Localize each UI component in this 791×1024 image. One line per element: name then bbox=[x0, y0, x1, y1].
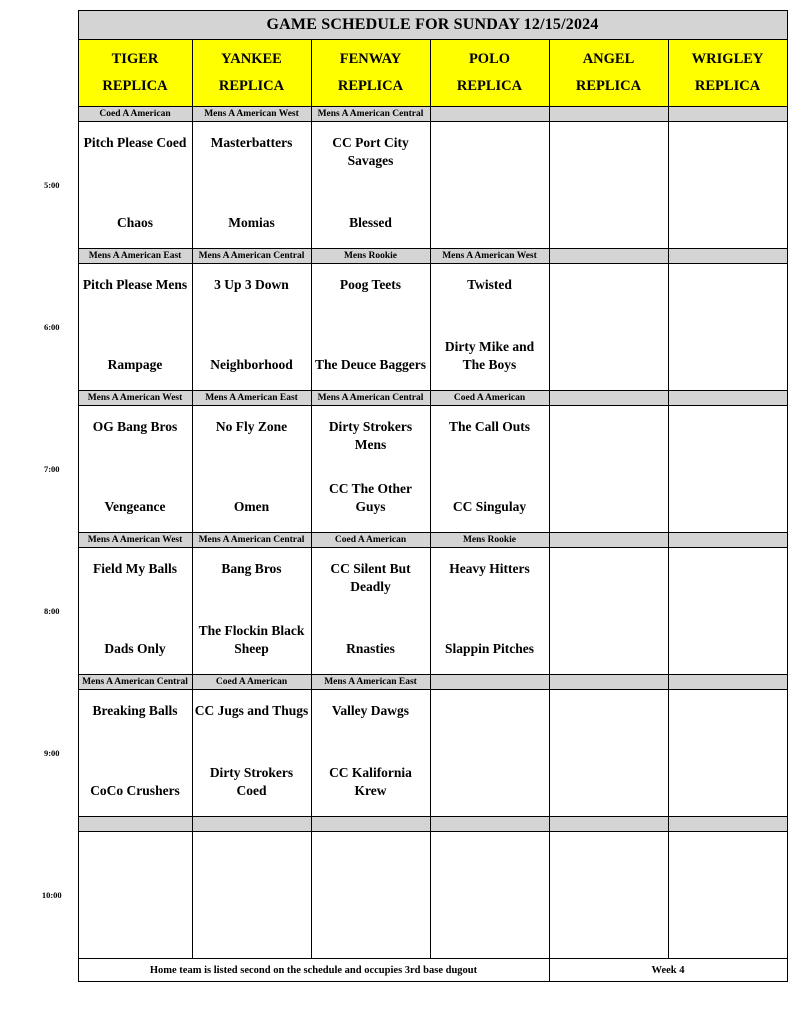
game-inner bbox=[550, 264, 668, 390]
division-band-row bbox=[26, 107, 787, 122]
division-label bbox=[192, 817, 311, 832]
away-team: Bang Bros bbox=[221, 561, 282, 576]
time-gutter-spacer bbox=[26, 959, 78, 982]
footer-week: Week 4 bbox=[549, 959, 787, 982]
home-team: Slappin Pitches bbox=[445, 640, 534, 656]
game-cell[interactable] bbox=[78, 122, 192, 249]
field-header-row bbox=[26, 40, 787, 107]
game-inner bbox=[312, 406, 430, 532]
home-team: The Deuce Baggers bbox=[315, 356, 426, 372]
division-label: Mens A American Central bbox=[192, 533, 311, 548]
game-cell[interactable] bbox=[192, 406, 311, 533]
game-inner bbox=[550, 548, 668, 674]
game-inner bbox=[669, 548, 787, 674]
away-team: Breaking Balls bbox=[92, 703, 178, 718]
game-cell[interactable] bbox=[668, 690, 787, 817]
field-header-2 bbox=[192, 40, 311, 107]
division-label bbox=[311, 817, 430, 832]
division-label bbox=[668, 817, 787, 832]
division-label: Mens A American East bbox=[78, 249, 192, 264]
game-inner bbox=[193, 832, 311, 958]
game-cell[interactable] bbox=[549, 548, 668, 675]
field-header-1 bbox=[78, 40, 192, 107]
time-label: 10:00 bbox=[41, 890, 62, 900]
game-inner bbox=[550, 122, 668, 248]
game-cell[interactable] bbox=[668, 832, 787, 959]
field-header-4 bbox=[430, 40, 549, 107]
game-inner bbox=[193, 122, 311, 248]
division-label: Coed A American bbox=[78, 107, 192, 122]
division-label: Mens A American East bbox=[192, 391, 311, 406]
game-cell[interactable] bbox=[192, 548, 311, 675]
game-inner bbox=[669, 122, 787, 248]
game-inner bbox=[79, 548, 192, 674]
game-cell[interactable] bbox=[78, 832, 192, 959]
game-inner bbox=[669, 406, 787, 532]
time-slot-row bbox=[26, 690, 787, 817]
division-label: Mens Rookie bbox=[430, 533, 549, 548]
game-inner bbox=[431, 406, 549, 532]
game-inner bbox=[79, 690, 192, 816]
field-header-line2: REPLICA bbox=[102, 78, 168, 94]
division-label: Mens A American East bbox=[311, 675, 430, 690]
game-cell[interactable] bbox=[192, 122, 311, 249]
game-inner bbox=[79, 122, 192, 248]
time-slot-row bbox=[26, 832, 787, 959]
game-inner bbox=[550, 406, 668, 532]
home-team: Omen bbox=[233, 498, 270, 514]
division-band-row bbox=[26, 249, 787, 264]
division-label bbox=[668, 249, 787, 264]
away-team: CC Silent But Deadly bbox=[330, 561, 411, 595]
game-cell[interactable] bbox=[311, 832, 430, 959]
game-cell[interactable] bbox=[430, 406, 549, 533]
schedule-table bbox=[26, 10, 788, 982]
time-gutter-spacer bbox=[26, 40, 78, 107]
game-cell[interactable] bbox=[311, 406, 430, 533]
game-cell[interactable] bbox=[430, 832, 549, 959]
time-gutter-spacer bbox=[26, 533, 78, 548]
division-label: Mens A American Central bbox=[78, 675, 192, 690]
field-header-5 bbox=[549, 40, 668, 107]
division-label bbox=[430, 107, 549, 122]
field-header-line1: FENWAY bbox=[339, 51, 402, 68]
away-team: Valley Dawgs bbox=[331, 703, 410, 718]
game-cell[interactable] bbox=[668, 122, 787, 249]
division-label bbox=[430, 675, 549, 690]
home-team: Neighborhood bbox=[210, 356, 293, 372]
time-label: 8:00 bbox=[43, 606, 60, 616]
field-header-3 bbox=[311, 40, 430, 107]
division-label: Coed A American bbox=[430, 391, 549, 406]
game-inner bbox=[312, 122, 430, 248]
division-label: Coed A American bbox=[192, 675, 311, 690]
field-header-line1: YANKEE bbox=[221, 51, 282, 68]
field-header-line1: ANGEL bbox=[582, 51, 635, 68]
game-cell[interactable] bbox=[192, 690, 311, 817]
game-cell[interactable] bbox=[192, 264, 311, 391]
home-team: CC The Other Guys bbox=[329, 480, 412, 514]
division-label bbox=[549, 249, 668, 264]
field-header-line2: REPLICA bbox=[575, 78, 642, 94]
away-team: Masterbatters bbox=[210, 135, 293, 150]
away-team: 3 Up 3 Down bbox=[214, 277, 289, 292]
game-cell[interactable] bbox=[668, 264, 787, 391]
division-label bbox=[549, 107, 668, 122]
field-header-line2: REPLICA bbox=[456, 78, 523, 94]
division-label bbox=[668, 533, 787, 548]
field-header-line2: REPLICA bbox=[337, 78, 404, 94]
time-label: 5:00 bbox=[43, 180, 60, 190]
field-header-line1: TIGER bbox=[111, 51, 159, 68]
game-cell[interactable] bbox=[311, 548, 430, 675]
field-header-line2: REPLICA bbox=[694, 78, 761, 94]
home-team: Momias bbox=[228, 214, 275, 230]
division-label: Mens A American Central bbox=[311, 391, 430, 406]
division-label: Mens A American Central bbox=[192, 249, 311, 264]
game-inner bbox=[193, 690, 311, 816]
time-gutter-spacer bbox=[26, 391, 78, 406]
game-inner bbox=[431, 832, 549, 958]
home-team: Chaos bbox=[116, 214, 153, 230]
footer-row bbox=[26, 959, 787, 982]
division-label bbox=[668, 391, 787, 406]
time-gutter-spacer bbox=[26, 249, 78, 264]
game-inner bbox=[312, 832, 430, 958]
division-label bbox=[549, 533, 668, 548]
field-header-line1: WRIGLEY bbox=[691, 51, 764, 68]
game-inner bbox=[431, 548, 549, 674]
away-team: Pitch Please Coed bbox=[83, 135, 187, 150]
game-inner bbox=[312, 264, 430, 390]
division-label bbox=[549, 391, 668, 406]
game-cell[interactable] bbox=[311, 690, 430, 817]
away-team: Twisted bbox=[467, 277, 512, 292]
game-cell[interactable] bbox=[78, 548, 192, 675]
game-inner bbox=[550, 690, 668, 816]
game-inner bbox=[312, 548, 430, 674]
home-team: CC Kalifornia Krew bbox=[329, 764, 412, 798]
division-label: Mens Rookie bbox=[311, 249, 430, 264]
game-inner bbox=[669, 832, 787, 958]
home-team: Dirty Strokers Coed bbox=[209, 764, 294, 798]
game-cell[interactable] bbox=[549, 122, 668, 249]
time-gutter-spacer bbox=[26, 11, 78, 40]
game-inner bbox=[79, 264, 192, 390]
division-label bbox=[549, 675, 668, 690]
time-label: 7:00 bbox=[43, 464, 60, 474]
field-header-6 bbox=[668, 40, 787, 107]
game-cell[interactable] bbox=[192, 832, 311, 959]
game-cell[interactable] bbox=[549, 832, 668, 959]
home-team: Rampage bbox=[107, 356, 163, 372]
division-label: Coed A American bbox=[311, 533, 430, 548]
game-cell[interactable] bbox=[78, 264, 192, 391]
game-inner bbox=[669, 264, 787, 390]
game-inner bbox=[312, 690, 430, 816]
game-cell[interactable] bbox=[549, 406, 668, 533]
division-label: Mens A American West bbox=[78, 533, 192, 548]
game-cell[interactable] bbox=[311, 122, 430, 249]
division-label bbox=[668, 675, 787, 690]
game-cell[interactable] bbox=[668, 406, 787, 533]
division-label bbox=[668, 107, 787, 122]
game-cell[interactable] bbox=[430, 122, 549, 249]
time-slot-row bbox=[26, 406, 787, 533]
away-team: Pitch Please Mens bbox=[82, 277, 188, 292]
away-team: No Fly Zone bbox=[215, 419, 288, 434]
home-team: CC Singulay bbox=[452, 498, 527, 514]
time-label: 6:00 bbox=[43, 322, 60, 332]
game-inner bbox=[431, 264, 549, 390]
time-gutter-spacer bbox=[26, 817, 78, 832]
division-band-row bbox=[26, 391, 787, 406]
game-inner bbox=[669, 690, 787, 816]
division-label bbox=[549, 817, 668, 832]
home-team: Dads Only bbox=[104, 640, 166, 656]
game-cell[interactable] bbox=[668, 548, 787, 675]
away-team: Field My Balls bbox=[93, 561, 177, 576]
time-slot-row bbox=[26, 548, 787, 675]
game-cell[interactable] bbox=[311, 264, 430, 391]
division-label: Mens A American West bbox=[192, 107, 311, 122]
field-header-line2: REPLICA bbox=[218, 78, 285, 94]
home-team: CoCo Crushers bbox=[90, 782, 180, 798]
away-team: Poog Teets bbox=[339, 277, 402, 292]
away-team: CC Port City Savages bbox=[332, 135, 409, 169]
game-cell[interactable] bbox=[78, 690, 192, 817]
home-team: Rnasties bbox=[346, 640, 395, 656]
game-cell[interactable] bbox=[430, 264, 549, 391]
game-cell[interactable] bbox=[430, 690, 549, 817]
away-team: Heavy Hitters bbox=[449, 561, 530, 576]
title-row bbox=[26, 11, 787, 40]
time-slot-row bbox=[26, 122, 787, 249]
division-label bbox=[430, 817, 549, 832]
division-label bbox=[78, 817, 192, 832]
game-cell[interactable] bbox=[78, 406, 192, 533]
home-team: Blessed bbox=[349, 214, 392, 230]
field-header-line1: POLO bbox=[468, 51, 511, 68]
game-inner bbox=[79, 832, 192, 958]
game-inner bbox=[79, 406, 192, 532]
time-gutter-spacer bbox=[26, 675, 78, 690]
away-team: The Call Outs bbox=[448, 419, 530, 434]
home-team: The Flockin Black Sheep bbox=[198, 622, 305, 656]
time-slot-row bbox=[26, 264, 787, 391]
time-gutter-spacer bbox=[26, 107, 78, 122]
game-inner bbox=[193, 264, 311, 390]
division-band-row bbox=[26, 817, 787, 832]
division-label: Mens A American West bbox=[430, 249, 549, 264]
away-team: Dirty Strokers Mens bbox=[328, 419, 413, 453]
game-inner bbox=[431, 122, 549, 248]
game-cell[interactable] bbox=[549, 264, 668, 391]
schedule-title: GAME SCHEDULE FOR SUNDAY 12/15/2024 bbox=[78, 11, 787, 40]
time-label: 9:00 bbox=[43, 748, 60, 758]
division-label: Mens A American West bbox=[78, 391, 192, 406]
division-band-row bbox=[26, 533, 787, 548]
game-cell[interactable] bbox=[549, 690, 668, 817]
division-band-row bbox=[26, 675, 787, 690]
away-team: OG Bang Bros bbox=[92, 419, 178, 434]
game-inner bbox=[193, 548, 311, 674]
home-team: Dirty Mike and The Boys bbox=[444, 338, 535, 372]
game-inner bbox=[193, 406, 311, 532]
home-team: Vengeance bbox=[104, 498, 166, 514]
game-inner bbox=[550, 832, 668, 958]
division-label: Mens A American Central bbox=[311, 107, 430, 122]
game-cell[interactable] bbox=[430, 548, 549, 675]
footer-note: Home team is listed second on the schedule and occupies 3rd base dugout bbox=[78, 959, 549, 982]
away-team: CC Jugs and Thugs bbox=[194, 703, 309, 718]
game-inner bbox=[431, 690, 549, 816]
